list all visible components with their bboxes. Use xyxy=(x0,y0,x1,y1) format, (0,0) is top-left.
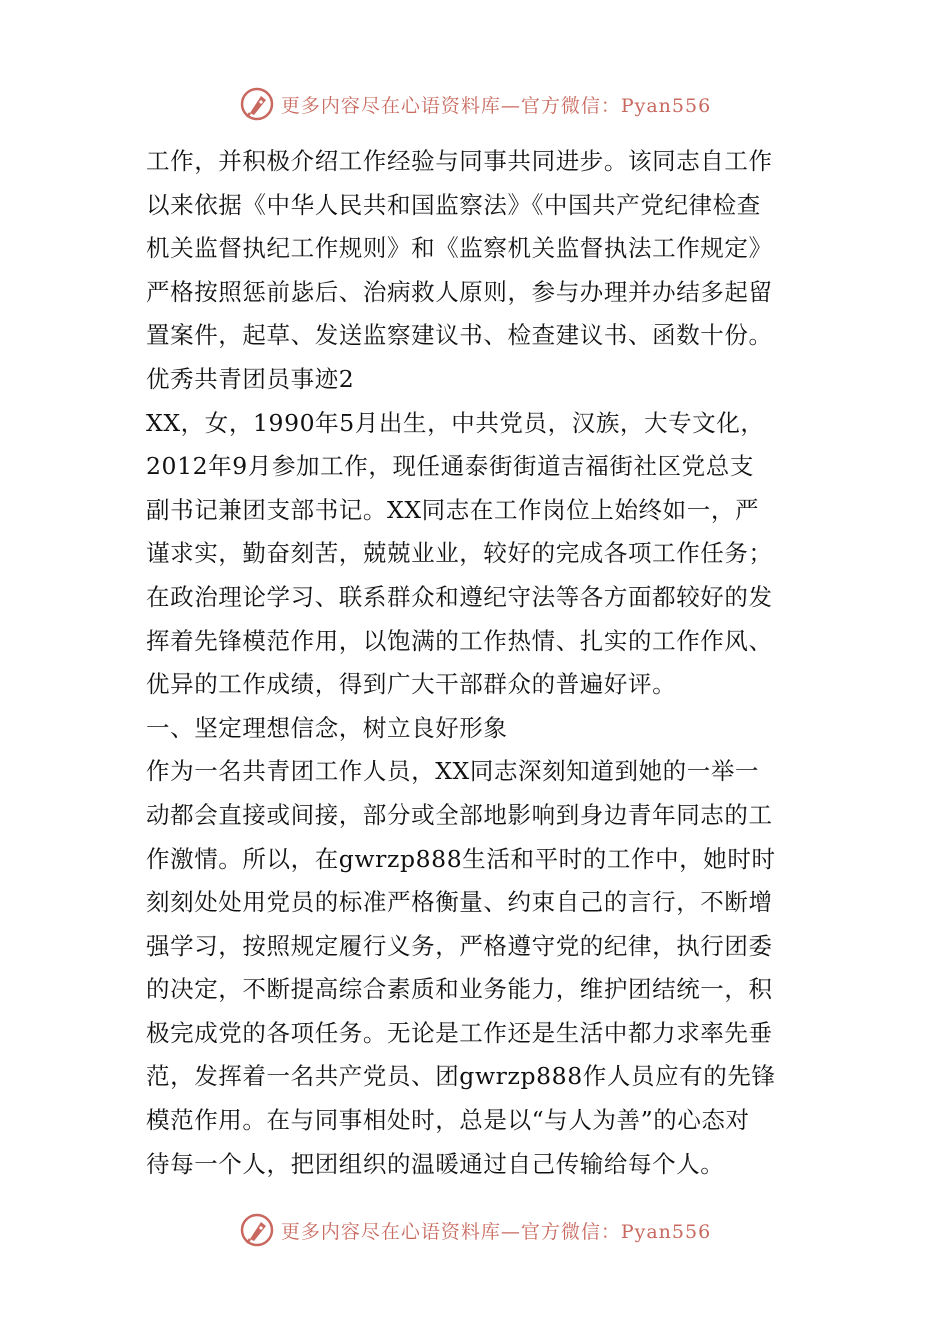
text-line: 的决定，不断提高综合素质和业务能力，维护团结统一，积 xyxy=(146,975,773,1004)
text-line: 机关监督执纪工作规则》和《监察机关监督执法工作规定》 xyxy=(146,234,773,263)
header-banner-text: 更多内容尽在心语资料库—官方微信：Pyan556 xyxy=(280,94,712,117)
text-line: 范，发挥着一名共产党员、团gwrzp888作人员应有的先锋 xyxy=(146,1062,776,1091)
text-line: 刻刻处处用党员的标准严格衡量、约束自己的言行，不断增 xyxy=(146,888,773,917)
document-body xyxy=(146,140,818,1186)
text-line: 严格按照惩前毖后、治病救人原则，参与办理并办结多起留 xyxy=(146,277,773,306)
text-line: 优秀共青团员事迹2 xyxy=(146,364,355,393)
text-line: 极完成党的各项任务。无论是工作还是生活中都力求率先垂 xyxy=(146,1018,773,1047)
text-line: 2012年9月参加工作，现任通泰街街道吉福街社区党总支 xyxy=(146,452,754,481)
text-line: 工作，并积极介绍工作经验与同事共同进步。该同志自工作 xyxy=(146,147,773,175)
text-line: 一、坚定理想信念，树立良好形象 xyxy=(146,713,508,742)
text-line: 谨求实，勤奋刻苦，兢兢业业，较好的完成各项工作任务； xyxy=(146,539,773,568)
text-line: 作激情。所以，在gwrzp888生活和平时的工作中，她时时 xyxy=(146,844,776,873)
text-line: 待每一个人，把团组织的温暖通过自己传输给每个人。 xyxy=(146,1149,725,1178)
text-line: 副书记兼团支部书记。XX同志在工作岗位上始终如一，严 xyxy=(146,495,760,524)
footer-banner xyxy=(0,1208,950,1252)
text-line: 以来依据《中华人民共和国监察法》《中国共产党纪律检查 xyxy=(146,190,761,219)
text-line: 在政治理论学习、联系群众和遵纪守法等各方面都较好的发 xyxy=(146,582,773,611)
text-line: 强学习，按照规定履行义务，严格遵守党的纪律，执行团委 xyxy=(146,931,773,960)
header-banner xyxy=(0,82,950,126)
text-line: 模范作用。在与同事相处时，总是以“与人为善”的心态对 xyxy=(146,1106,750,1135)
text-line: XX，女，1990年5月出生，中共党员，汉族，大专文化， xyxy=(146,408,765,437)
pen-nib-logo-icon xyxy=(239,86,275,122)
text-line: 挥着先锋模范作用，以饱满的工作热情、扎实的工作作风、 xyxy=(146,626,773,655)
text-line: 作为一名共青团工作人员，XX同志深刻知道到她的一举一 xyxy=(146,757,760,786)
pen-nib-logo-icon xyxy=(239,1212,275,1248)
footer-banner-text: 更多内容尽在心语资料库—官方微信：Pyan556 xyxy=(280,1220,712,1243)
text-line: 优异的工作成绩，得到广大干部群众的普遍好评。 xyxy=(146,670,677,699)
text-line: 置案件，起草、发送监察建议书、检查建议书、函数十份。 xyxy=(146,321,773,350)
text-line: 动都会直接或间接，部分或全部地影响到身边青年同志的工 xyxy=(146,800,773,829)
